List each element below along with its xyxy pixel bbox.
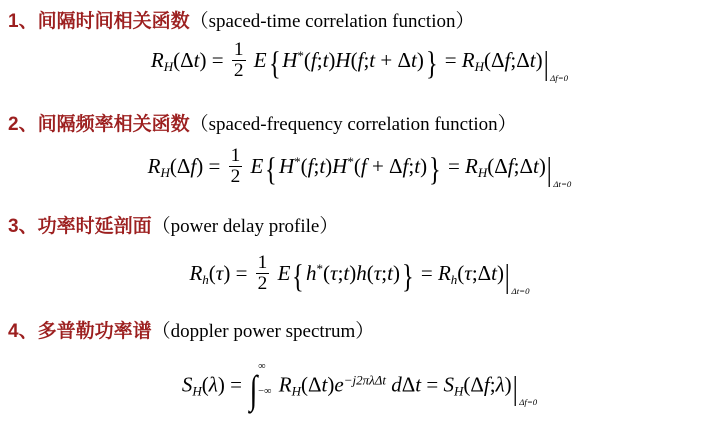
heading-chinese-1: 间隔时间相关函数	[37, 11, 190, 32]
heading-number-1: 1、	[8, 11, 38, 32]
eval-sub-4: Δf=0	[519, 397, 538, 408]
heading-english-2: （spaced-frequency correlation function）	[189, 114, 517, 135]
heading-item-1	[0, 6, 719, 33]
heading-chinese-4: 多普勒功率谱	[37, 321, 152, 342]
heading-number-2: 2、	[8, 114, 38, 135]
eval-sub-1: Δf=0	[550, 72, 569, 83]
formula-item-4: $S_H(\lambda)$ = ∫ ∞ −∞ $R_H(\Delta t)e^{-j2\pi\lambda\Delta t}$ $d\Delta t = S_H(\Delta f;\lambda)|$ Δf=0	[181, 361, 538, 412]
heading-english-3: （power delay profile）	[151, 216, 339, 237]
heading-chinese-2: 间隔频率相关函数	[37, 114, 190, 135]
heading-number-3: 3、	[8, 216, 38, 237]
heading-item-4	[0, 316, 719, 343]
heading-english-1: （spaced-time correlation function）	[189, 11, 475, 32]
heading-item-3	[0, 211, 719, 238]
heading-english-4: （doppler power spectrum）	[151, 321, 375, 342]
eval-sub-3: Δt=0	[511, 285, 530, 296]
formula-item-2: $R_H(\Delta f)$ = $\frac{1}{2}$ E{H*(f;t)H*(f + Δf;t)} = $R_H(\Delta f;\Delta t)|$ Δt=0	[147, 145, 572, 189]
heading-chinese-3: 功率时延剖面	[37, 216, 152, 237]
integral-upper-limit: ∞	[258, 361, 266, 372]
integral-lower-limit: −∞	[258, 385, 272, 397]
formula-item-1: $R_H(\Delta t)$ = $\frac{1}{2}$ E{H*(f;t)H(f;t + $\Delta t)\} = R_H(\Delta f;\Delta t)|$ Δf=0	[150, 39, 569, 83]
formula-item-3: $R_h(\tau)$ = $\frac{1}{2}$ E{h*(τ;t)h(τ;t)} = $R_h(\tau;\Delta t)|$ Δt=0	[189, 252, 530, 296]
heading-item-2	[0, 109, 719, 136]
heading-number-4: 4、	[8, 321, 38, 342]
eval-sub-2: Δt=0	[553, 178, 572, 189]
exponent-term: −j2πλΔt	[343, 372, 387, 388]
